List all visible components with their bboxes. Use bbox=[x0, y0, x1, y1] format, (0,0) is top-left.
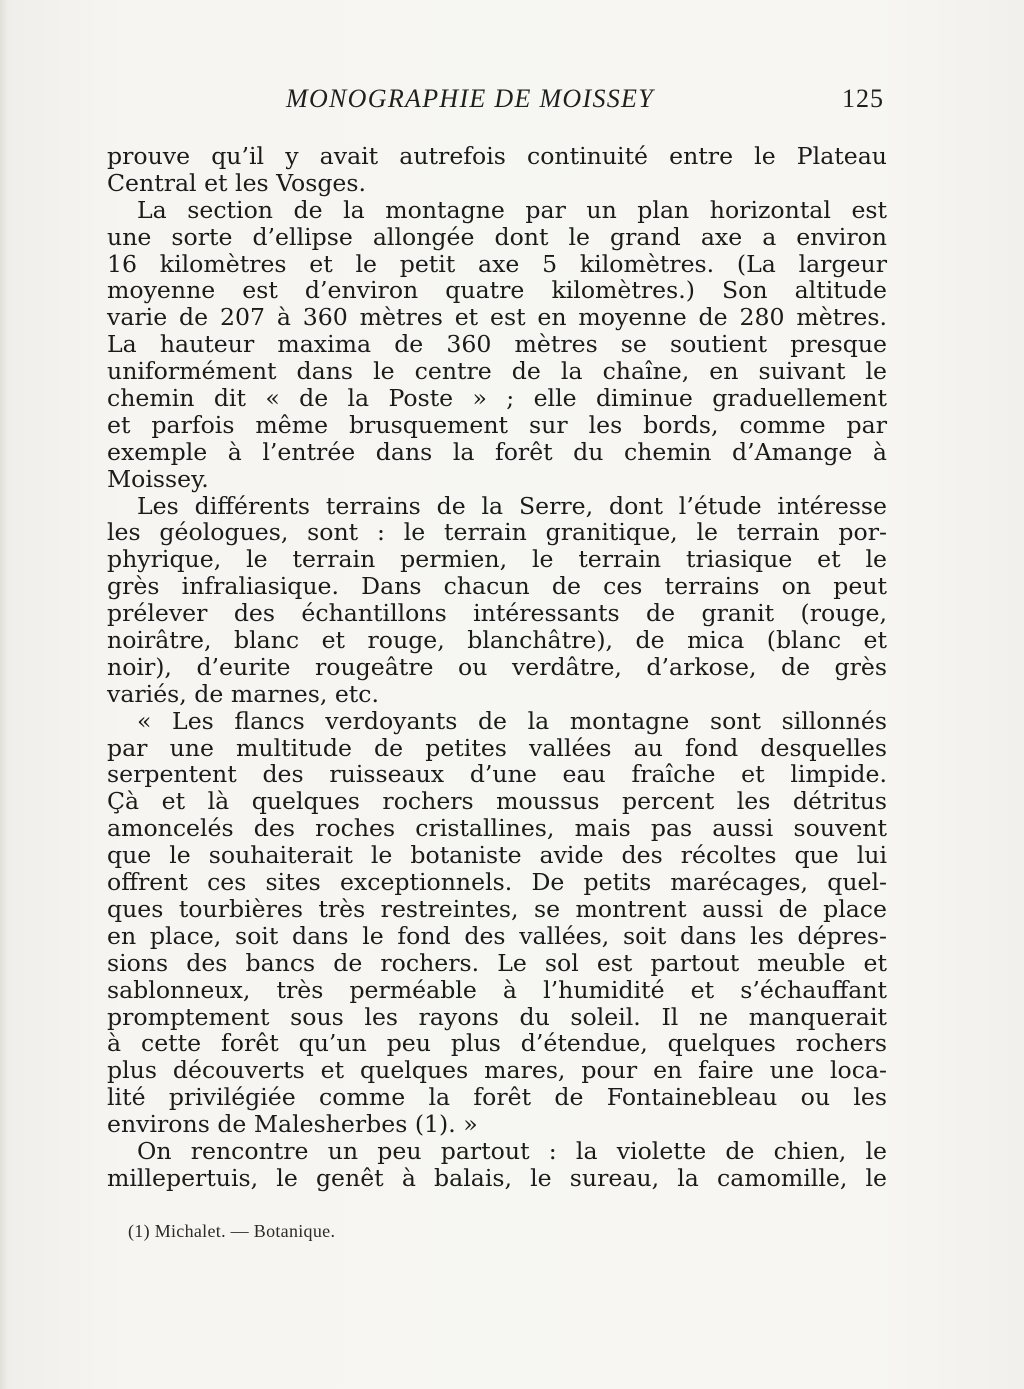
binding-edge bbox=[0, 0, 8, 1389]
text-line: La section de la montagne par un plan horizontal est bbox=[137, 195, 887, 224]
text-line: environs de Malesherbes (1). » bbox=[107, 1110, 478, 1139]
text-line: La hauteur maxima de 360 mètres se soutient presque bbox=[107, 330, 887, 359]
text-line: « Les flancs verdoyants de la montagne sont sillonnés bbox=[137, 706, 887, 735]
text-line: moyenne est d’environ quatre kilomètres.) Son altitude bbox=[107, 276, 887, 305]
text-line: Çà et là quelques rochers moussus percent les détritus bbox=[107, 787, 887, 816]
text-line: prélever des échantillons intéressants de granit (rouge, bbox=[107, 599, 887, 628]
text-line: grès infraliasique. Dans chacun de ces terrains on peut bbox=[107, 572, 887, 601]
text-line: Les différents terrains de la Serre, dont l’étude intéresse bbox=[137, 491, 887, 520]
text-line: 16 kilomètres et le petit axe 5 kilomètres. (La largeur bbox=[107, 249, 887, 278]
text-line: serpentent des ruisseaux d’une eau fraîche et limpide. bbox=[107, 760, 887, 789]
text-line: que le souhaiterait le botaniste avide des récoltes que lui bbox=[107, 841, 887, 870]
text-line: en place, soit dans le fond des vallées, soit dans les dépres- bbox=[107, 921, 887, 950]
text-line: On rencontre un peu partout : la violette de chien, le bbox=[137, 1136, 887, 1165]
text-line: exemple à l’entrée dans la forêt du chemin d’Amange à bbox=[107, 437, 887, 466]
text-line: Moissey. bbox=[107, 464, 209, 493]
footnote: (1) Michalet. — Botanique. bbox=[128, 1221, 336, 1241]
text-line: prouve qu’il y avait autrefois continuité entre le Plateau bbox=[107, 142, 887, 170]
text-line: offrent ces sites exceptionnels. De petits marécages, quel- bbox=[107, 868, 887, 897]
text-line: noirâtre, blanc et rouge, blanchâtre), de mica (blanc et bbox=[107, 626, 887, 655]
text-line: plus découverts et quelques mares, pour en faire une loca- bbox=[107, 1056, 887, 1085]
text-line: sablonneux, très perméable à l’humidité et s’échauffant bbox=[107, 975, 887, 1004]
text-line: ques tourbières très restreintes, se montrent aussi de place bbox=[107, 894, 887, 923]
text-line: une sorte d’ellipse allongée dont le grand axe a environ bbox=[107, 222, 887, 251]
text-line: Central et les Vosges. bbox=[107, 168, 367, 197]
running-title: MONOGRAPHIE DE MOISSEY bbox=[286, 84, 654, 113]
text-line: phyrique, le terrain permien, le terrain triasique et le bbox=[107, 545, 887, 574]
text-line: par une multitude de petites vallées au fond desquelles bbox=[107, 733, 887, 762]
text-line: varie de 207 à 360 mètres et est en moyenne de 280 mètres. bbox=[107, 303, 887, 332]
text-line: millepertuis, le genêt à balais, le sureau, la camomille, le bbox=[107, 1163, 887, 1192]
text-line: à cette forêt qu’un peu plus d’étendue, quelques rochers bbox=[107, 1029, 887, 1058]
text-line: chemin dit « de la Poste » ; elle diminue graduellement bbox=[107, 384, 887, 413]
text-line: noir), d’eurite rougeâtre ou verdâtre, d’arkose, de grès bbox=[107, 652, 887, 681]
text-line: lité privilégiée comme la forêt de Fontainebleau ou les bbox=[107, 1083, 887, 1112]
text-line: amoncelés des roches cristallines, mais pas aussi souvent bbox=[107, 814, 887, 843]
page-number: 125 bbox=[842, 84, 884, 113]
text-line: sions des bancs de rochers. Le sol est partout meuble et bbox=[107, 948, 887, 977]
running-head bbox=[108, 84, 884, 120]
text-line: uniformément dans le centre de la chaîne, en suivant le bbox=[107, 357, 887, 386]
text-line: variés, de marnes, etc. bbox=[107, 679, 379, 708]
text-line: promptement sous les rayons du soleil. Il ne manquerait bbox=[107, 1002, 887, 1031]
body-text bbox=[107, 143, 887, 1192]
text-line: et parfois même brusquement sur les bords, comme par bbox=[107, 410, 887, 439]
text-line: les géologues, sont : le terrain granitique, le terrain por- bbox=[107, 518, 887, 547]
